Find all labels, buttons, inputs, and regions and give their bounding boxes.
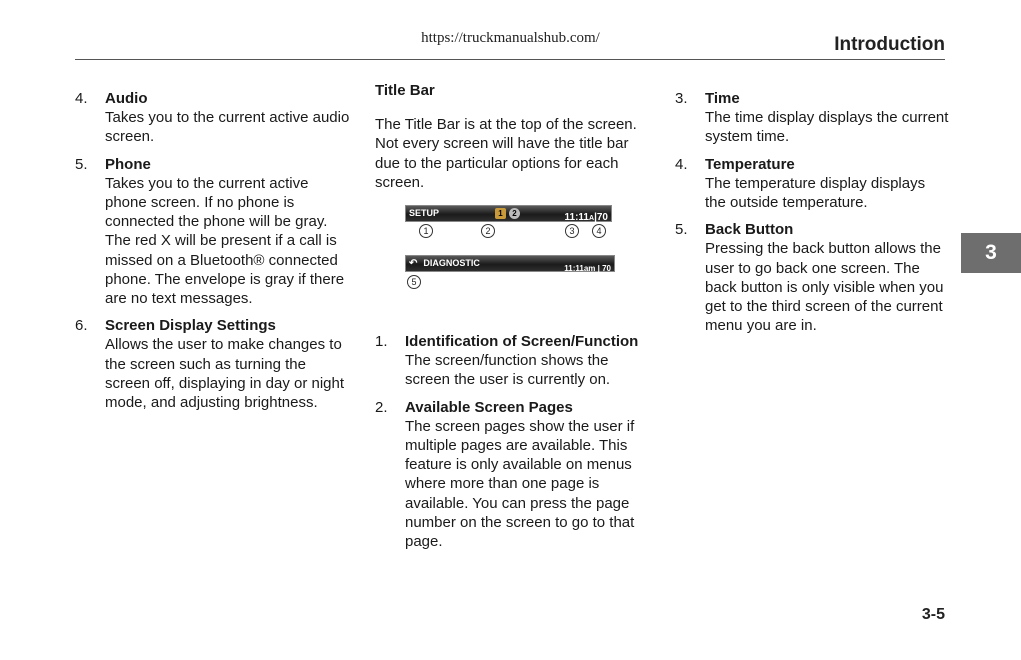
callout-marker-1: 1 xyxy=(419,224,433,238)
item-text: The screen pages show the user if multiple pages are available. This feature is only available on menus where more than one page is available. You can press the page number on the screen to go to that page. xyxy=(405,417,635,551)
page-number: 3-5 xyxy=(921,606,945,623)
temp-value: 70 xyxy=(596,212,608,224)
item-number: 6. xyxy=(75,317,88,335)
item-title: Audio xyxy=(105,90,148,107)
item-title: Identification of Screen/Function xyxy=(405,333,639,351)
item-title: Phone xyxy=(105,155,151,173)
item-text: The screen/function shows the screen the user is currently on. xyxy=(405,352,611,389)
item-number: 4. xyxy=(675,155,688,173)
item-text: Pressing the back button allows the user to go back one screen. The back button is only visible when you get to the third screen of the current menu you are in. xyxy=(705,240,944,335)
list-item xyxy=(675,220,950,335)
item-title: Time xyxy=(705,90,740,107)
diagnostic-title-bar xyxy=(405,255,615,272)
item-text: Takes you to the current active audio screen. xyxy=(105,109,350,146)
item-title: Back Button xyxy=(705,221,794,239)
title-bar-figure xyxy=(405,204,655,322)
list-item xyxy=(75,155,350,309)
callout-marker-5: 5 xyxy=(407,275,421,289)
item-text: The temperature display displays the outside temperature. xyxy=(705,174,926,212)
item-title: Screen Display Settings xyxy=(105,317,276,335)
item-number: 5. xyxy=(675,221,688,239)
back-arrow-icon: ↶ xyxy=(409,257,418,269)
diagnostic-time-temp: 11:11am | 70 xyxy=(564,264,611,274)
list-item xyxy=(675,89,950,147)
list-item xyxy=(75,316,350,412)
callout-marker-4: 4 xyxy=(592,224,606,238)
source-url: https://truckmanualshub.com/ xyxy=(421,30,600,46)
item-number: 3. xyxy=(675,90,688,107)
header-rule xyxy=(75,59,945,60)
callout-marker-3: 3 xyxy=(565,224,579,238)
item-number: 5. xyxy=(75,155,88,173)
section-title: Introduction xyxy=(834,34,945,55)
column-left xyxy=(75,89,350,420)
item-text: Takes you to the current active phone screen. If no phone is connected the phone will be gray. The red X will be present if a call is missed on a Bluetooth® connected phone. The envelope is gray if there are no text messages. xyxy=(105,174,345,308)
setup-title-bar xyxy=(405,205,612,222)
time-value: 11:11 xyxy=(564,212,589,224)
item-number: 4. xyxy=(75,90,88,107)
time-temp-display: 11:11A|70 xyxy=(564,212,608,224)
chapter-tab xyxy=(961,233,1021,273)
column-middle xyxy=(375,82,655,559)
chapter-tab-label: 3 xyxy=(985,241,997,264)
page-2-indicator: 2 xyxy=(509,208,520,219)
item-number: 1. xyxy=(375,333,388,351)
column-right xyxy=(675,89,950,343)
title-bar-heading: Title Bar xyxy=(375,82,435,99)
page-1-indicator: 1 xyxy=(495,208,506,219)
item-number: 2. xyxy=(375,398,388,416)
item-text: The time display displays the current system time. xyxy=(705,109,949,146)
time-suffix: A xyxy=(589,215,595,223)
item-text: Allows the user to make changes to the screen such as turning the screen off, displaying in day or night mode, and adjusting brightness. xyxy=(105,336,345,412)
item-title: Temperature xyxy=(705,155,795,173)
item-title: Available Screen Pages xyxy=(405,398,573,416)
list-item xyxy=(75,89,350,147)
list-item xyxy=(675,155,950,213)
callout-marker-2: 2 xyxy=(481,224,495,238)
setup-label: SETUP xyxy=(409,207,440,218)
diagnostic-label: DIAGNOSTIC xyxy=(423,257,480,268)
list-item xyxy=(375,332,655,390)
title-bar-paragraph: The Title Bar is at the top of the screen. Not every screen will have the title bar due to the particular options for each screen. xyxy=(375,116,637,191)
list-item xyxy=(375,398,655,552)
